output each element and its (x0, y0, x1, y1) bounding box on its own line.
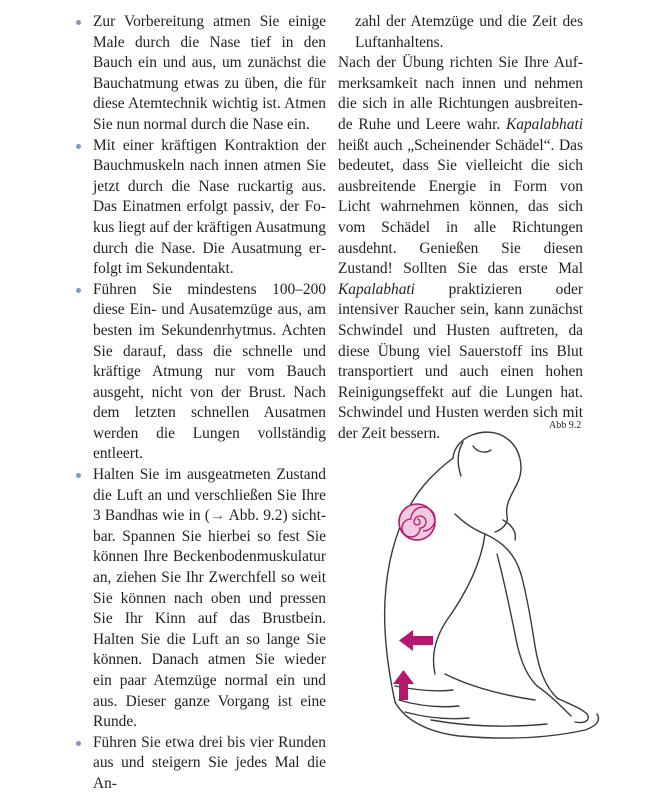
instruction-list (76, 12, 326, 795)
arrow-right-icon: → (209, 507, 226, 525)
yoga-figure-illustration (335, 424, 605, 751)
bullet-icon (76, 20, 81, 25)
left-column (76, 12, 326, 795)
arrow-left-icon (399, 630, 433, 651)
arrow-up-icon (393, 670, 414, 700)
term-kapalabhati: Kapalabhati (338, 280, 415, 298)
list-item-text: Führen Sie etwa drei bis vier Runden aus und steigern Sie jedes Mal die An- (93, 733, 326, 792)
bullet-icon (76, 473, 81, 478)
list-item-text: Führen Sie mindestens 100–200 diese Ein- und Ausatemzüge aus, am besten im Sekundenrhytmus. Achten Sie darauf, dass die schnelle und kräftige Atmung nur vom Bauch ausgeht, nicht von der Brust. Nach dem letzten schnellen Ausatmen werden die Lungen vollständig entleert. (93, 280, 326, 463)
list-item-text: Mit einer kräftigen Kontraktion der Bauchmuskeln nach innen atmen Sie jetzt durch die Nase ruckartig aus. Das Einatmen erfolgt passiv, der Fokus liegt auf der kräftigen Ausatmung durch die Nase. Die Ausatmung erfolgt im Sekundentakt. (93, 136, 326, 278)
bullet-icon (76, 144, 81, 149)
term-kapalabhati: Kapalabhati (506, 115, 583, 133)
list-item (76, 12, 326, 136)
paragraph-text: Nach der Übung richten Sie Ihre Aufmerksamkeit nach innen und nehmen die sich in alle Richtungen ausbreitende Ruhe und Leere wahr. (338, 54, 583, 133)
list-item-text-end: ) sichtbar. Spannen Sie hierbei so fest Sie können Ihre Beckenbodenmuskulatur an, ziehen Sie Ihr Zwerchfell so weit Sie können nach oben und pressen Sie Ihr Kinn auf das Brustbein. Halten Sie die Luft an so lange Sie können. Danach atmen Sie wieder ein paar Atemzüge normal ein und aus. Dieser ganze Vorgang ist eine Runde. (93, 507, 326, 731)
bullet-icon (76, 288, 81, 293)
bullet-icon (76, 741, 81, 746)
list-item (76, 136, 326, 280)
figure-reference-link[interactable]: Abb. 9.2 (225, 507, 283, 525)
list-item-text: Zur Vorbereitung atmen Sie einige Male durch die Nase tief in den Bauch ein und aus, um zunächst die Bauchatmung etwas zu üben, die für diese Atemtechnik wichtig ist. Atmen Sie nun normal durch die Nase ein. (93, 13, 326, 133)
figure-caption: Abb 9.2 (549, 420, 582, 431)
seated-figure-drawing (335, 424, 605, 751)
list-item (76, 280, 326, 465)
paragraph-text: heißt auch „Scheinender Schädel“. Das bedeutet, dass Sie vielleicht die sich ausbreitende Energie in Form von Licht wahrnehmen können, das sich vom Schädel in alle Richtungen ausdehnt. Genießen Sie diesen Zustand! Sollten Sie das erste Mal (338, 136, 583, 278)
list-item (76, 733, 326, 795)
right-column (338, 12, 583, 444)
continued-list-text: zahl der Atemzüge und die Zeit des Luftanhaltens. (355, 13, 583, 51)
list-item-text-start: Halten Sie im ausgeatmeten Zustand die Luft an und verschließen Sie Ihre 3 Bandhas wie in ( (93, 466, 326, 525)
paragraph-text: praktizieren oder intensiver Raucher sein, kann zunächst Schwindel und Husten auftreten, da diese Übung viel Sauerstoff ins Blut transportiert und auch einen hohen Reinigungseffekt auf die Lungen hat. Schwindel und Husten werden sich mit der Zeit bessern. (338, 280, 583, 442)
body-paragraph (338, 53, 583, 444)
list-item (76, 465, 326, 733)
